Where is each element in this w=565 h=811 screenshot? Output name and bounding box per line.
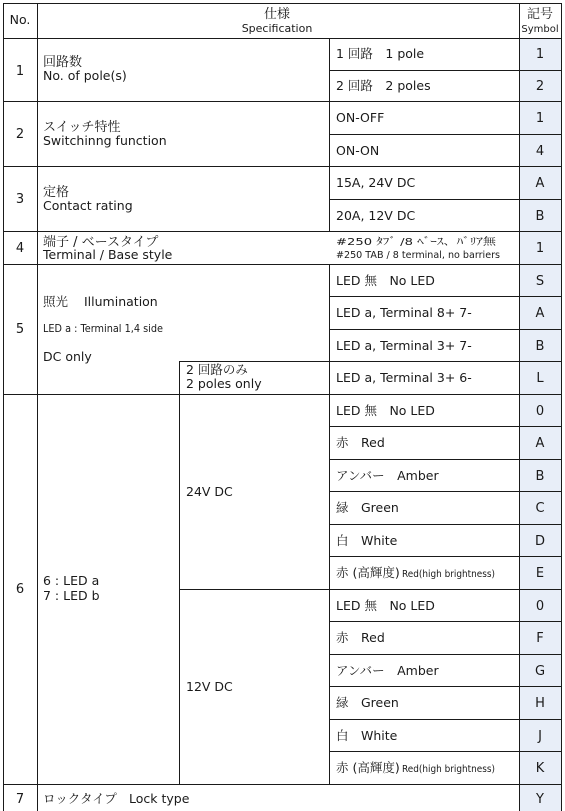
row2-option: ON-ON	[336, 143, 380, 158]
row1-option: 1 回路 1 pole	[336, 46, 425, 61]
row6-group-24v: 24V DC	[186, 484, 233, 499]
header-spec-ja: 仕様	[263, 7, 291, 22]
row1-option: 2 回路 2 poles	[336, 78, 431, 93]
row5-symbol: L	[536, 371, 544, 386]
row6-24v-symbol: D	[534, 534, 546, 549]
row6-12v-option: 赤 Red	[336, 630, 385, 645]
row6-24v-option-ja: 赤 (高輝度)	[336, 565, 400, 580]
row6-24v-symbol: A	[535, 436, 545, 451]
row6-12v-symbol: 0	[535, 599, 545, 614]
row6-24v-option: 白 White	[336, 533, 398, 548]
row7-number: 7	[15, 792, 25, 807]
row6-12v-symbol: J	[538, 729, 542, 744]
row1-label-ja: 回路数	[43, 55, 83, 70]
row2-option: ON-OFF	[336, 110, 385, 125]
row5-label-ja: 照光	[43, 294, 69, 309]
row5-note-dc: DC only	[43, 349, 92, 364]
row6-24v-option: 赤 Red	[336, 435, 385, 450]
row4-number: 4	[15, 241, 25, 256]
row6-12v-option: 緑 Green	[336, 695, 399, 710]
row6-24v-symbol: E	[535, 566, 545, 581]
row6-12v-option: 白 White	[336, 728, 398, 743]
row5-option: LED a, Terminal 3+ 7-	[336, 338, 472, 353]
header-symbol-ja: 記号	[526, 7, 554, 22]
row3-option: 15A, 24V DC	[336, 175, 416, 190]
row4-option-en: #250 TAB / 8 terminal, no barriers	[336, 250, 500, 261]
row6-label-led-b: 7 : LED b	[43, 588, 100, 603]
row5-note-terminal: LED a : Terminal 1,4 side	[43, 322, 164, 335]
row4-label-en: Terminal / Base style	[43, 247, 173, 262]
row1-symbol: 1	[535, 47, 545, 62]
row5-option: LED a, Terminal 8+ 7-	[336, 305, 472, 320]
row6-label-led-a: 6 : LED a	[43, 573, 100, 588]
row5-number: 5	[15, 322, 25, 337]
row6-12v-option: LED 無 No LED	[336, 598, 435, 613]
row7-label-en: Lock type	[129, 791, 190, 806]
row4-symbol: 1	[535, 241, 545, 256]
row2-symbol: 4	[535, 144, 545, 159]
row6-12v-symbol: F	[536, 631, 544, 646]
header-symbol-en: Symbol	[521, 24, 559, 35]
row1-symbol: 2	[535, 79, 545, 94]
row1-number: 1	[15, 64, 25, 79]
row3-symbol: A	[535, 176, 545, 191]
row5-option: LED 無 No LED	[336, 273, 435, 288]
row5-symbol: B	[535, 339, 545, 354]
row2-label-en: Switchinng function	[43, 133, 167, 148]
row6-number: 6	[15, 582, 25, 597]
header-no: No.	[9, 12, 31, 27]
row3-label-ja: 定格	[43, 185, 70, 200]
row6-24v-option: アンバー Amber	[336, 468, 439, 483]
row6-12v-symbol: K	[535, 761, 545, 776]
row2-label-ja: スイッチ特性	[43, 120, 121, 135]
row5-label-en: Illumination	[84, 294, 158, 309]
row4-option-ja: #250 ﾀﾌﾞ /8 ﾍﾞｰｽ、ﾊﾞﾘｱ無	[336, 237, 458, 248]
row6-group-12v: 12V DC	[186, 679, 233, 694]
row3-number: 3	[15, 192, 25, 207]
row6-24v-option-en: Red(high brightness)	[402, 569, 496, 580]
row6-24v-symbol: C	[535, 501, 545, 516]
row3-symbol: B	[535, 209, 545, 224]
header-spec-en: Specification	[241, 22, 313, 35]
row5-symbol: A	[535, 306, 545, 321]
row7-label-ja: ロックタイプ	[43, 791, 117, 806]
row5-sub-ja: 2 回路のみ	[186, 362, 248, 377]
row4-label-ja: 端子 / ベースタイプ	[43, 235, 159, 250]
row5-symbol: S	[535, 274, 545, 289]
row3-option: 20A, 12V DC	[336, 208, 416, 223]
row2-number: 2	[15, 127, 25, 142]
row6-12v-option-ja: 赤 (高輝度)	[336, 760, 400, 775]
row2-symbol: 1	[535, 111, 545, 126]
row6-24v-symbol: B	[535, 469, 545, 484]
row6-24v-option: LED 無 No LED	[336, 403, 435, 418]
row6-12v-symbol: G	[534, 664, 546, 679]
row5-sub-en: 2 poles only	[186, 376, 262, 391]
row5-option: LED a, Terminal 3+ 6-	[336, 370, 472, 385]
row6-12v-symbol: H	[535, 696, 545, 711]
row6-12v-option: アンバー Amber	[336, 663, 439, 678]
row7-symbol: Y	[536, 792, 544, 807]
row6-12v-option-en: Red(high brightness)	[402, 764, 496, 775]
row1-label-en: No. of pole(s)	[43, 68, 127, 83]
row3-label-en: Contact rating	[43, 198, 133, 213]
row6-24v-option: 緑 Green	[336, 500, 399, 515]
row6-24v-symbol: 0	[535, 404, 545, 419]
